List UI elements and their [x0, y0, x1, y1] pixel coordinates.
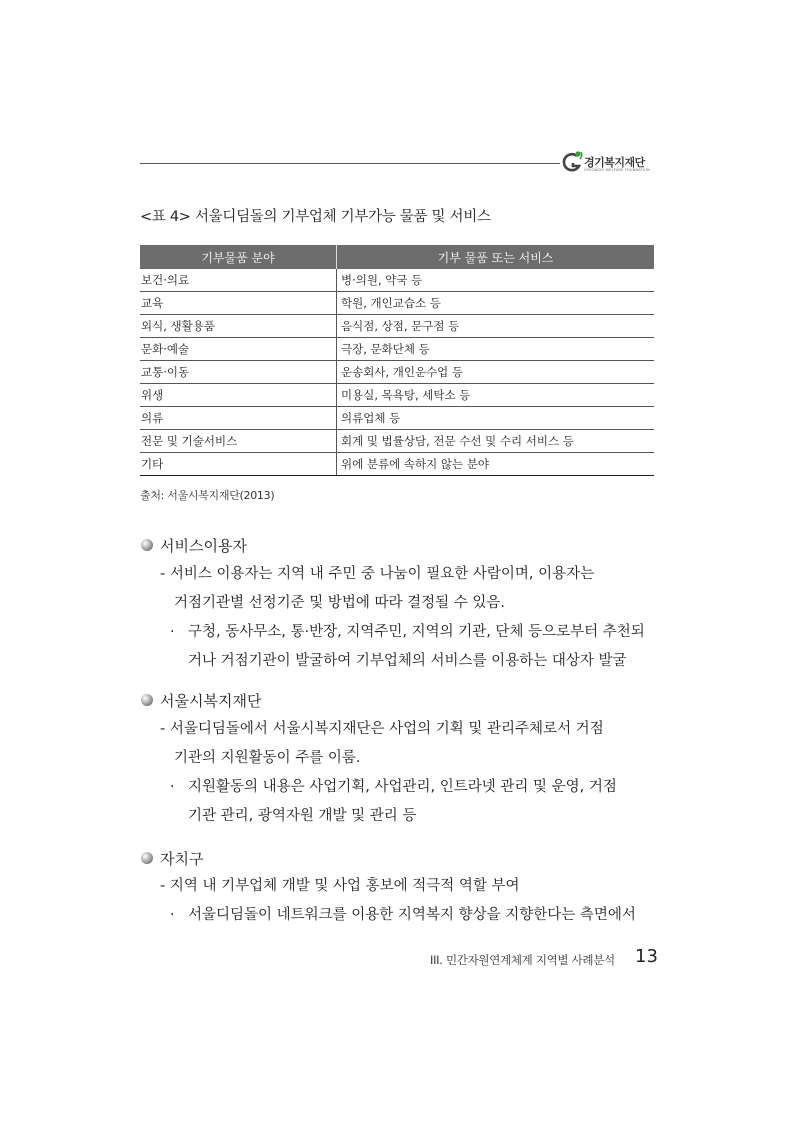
logo-mark-icon: [562, 150, 584, 174]
dash-item-line: 거점기관별 선정기준 및 방법에 따라 결정될 수 있음.: [174, 595, 506, 611]
dot-item-line: 서울디딤돌이 네트워크를 이용한 지역복지 향상을 지향한다는 측면에서: [188, 907, 636, 923]
table-row: [140, 430, 654, 453]
table-cell-services: 의류업체 등: [337, 407, 655, 430]
dash-item-line: - 서비스 이용자는 지역 내 주민 중 나눔이 필요한 사람이며, 이용자는: [160, 566, 595, 582]
section-title: 서비스이용자: [160, 537, 247, 555]
running-footer: III. 민간자원연계체계 지역별 사례분석: [430, 953, 615, 967]
section-title: 서울시복지재단: [160, 692, 262, 710]
section-title: 자치구: [160, 850, 204, 868]
dot-bullet-mark: ·: [170, 907, 175, 923]
dash-item-line: - 서울디딤돌에서 서울시복지재단은 사업의 기획 및 관리주체로서 거점: [160, 721, 604, 737]
dot-bullet-mark: ·: [170, 624, 175, 640]
table-row: [140, 269, 654, 292]
column-header-category: 기부물품 분야: [140, 245, 337, 269]
page-number: 13: [635, 946, 658, 967]
dash-item-line: - 지역 내 기부업체 개발 및 사업 홍보에 적극적 역할 부여: [160, 878, 520, 894]
table-cell-category: 보건·의료: [140, 269, 337, 292]
logo-text-korean: 경기복지재단: [584, 156, 645, 169]
header-rule: [140, 163, 560, 164]
table-header-row: [140, 245, 654, 269]
foundation-logo: [562, 148, 662, 178]
table-cell-category: 교통·이동: [140, 361, 337, 384]
dot-item-line: 지원활동의 내용은 사업기획, 사업관리, 인트라넷 관리 및 운영, 거점: [188, 779, 617, 795]
section-heading-service-users: [140, 535, 247, 556]
table-caption: <표 4> 서울디딤돌의 기부업체 기부가능 물품 및 서비스: [140, 209, 491, 225]
sphere-bullet-icon: [140, 851, 154, 865]
table-cell-category: 위생: [140, 384, 337, 407]
donation-items-table: [140, 245, 654, 476]
table-cell-category: 외식, 생활용품: [140, 315, 337, 338]
table-row: [140, 315, 654, 338]
table-cell-services: 미용실, 목욕탕, 세탁소 등: [337, 384, 655, 407]
logo-text-english: GYEONGGI WELFARE FOUNDATION: [584, 168, 650, 172]
table-row: [140, 292, 654, 315]
dot-item-line: 구청, 동사무소, 통·반장, 지역주민, 지역의 기관, 단체 등으로부터 추천되: [188, 624, 645, 640]
dot-item-line: 기관 관리, 광역자원 개발 및 관리 등: [188, 808, 417, 824]
table-cell-services: 위에 분류에 속하지 않는 분야: [337, 453, 655, 476]
sphere-bullet-icon: [140, 538, 154, 552]
section-heading-welfare-foundation: [140, 690, 261, 711]
table-row: [140, 384, 654, 407]
table-cell-services: 운송회사, 개인운수업 등: [337, 361, 655, 384]
table-cell-services: 병·의원, 약국 등: [337, 269, 655, 292]
dash-item-line: 기관의 지원활동이 주를 이룸.: [174, 750, 361, 766]
table-cell-category: 전문 및 기술서비스: [140, 430, 337, 453]
table-source-note: 출처: 서울시복지재단(2013): [140, 489, 275, 502]
table-cell-category: 기타: [140, 453, 337, 476]
table-cell-services: 극장, 문화단체 등: [337, 338, 655, 361]
table-row: [140, 361, 654, 384]
table-cell-services: 음식점, 상점, 문구점 등: [337, 315, 655, 338]
table-row: [140, 453, 654, 476]
table-cell-services: 회계 및 법률상담, 전문 수선 및 수리 서비스 등: [337, 430, 655, 453]
table-cell-services: 학원, 개인교습소 등: [337, 292, 655, 315]
sphere-bullet-icon: [140, 693, 154, 707]
dot-item-line: 거나 거점기관이 발굴하여 기부업체의 서비스를 이용하는 대상자 발굴: [188, 653, 627, 669]
table-cell-category: 의류: [140, 407, 337, 430]
table-row: [140, 338, 654, 361]
dot-bullet-mark: ·: [170, 779, 175, 795]
table-row: [140, 407, 654, 430]
section-heading-autonomous-district: [140, 848, 203, 869]
table-cell-category: 교육: [140, 292, 337, 315]
column-header-services: 기부 물품 또는 서비스: [337, 245, 655, 269]
table-cell-category: 문화·예술: [140, 338, 337, 361]
